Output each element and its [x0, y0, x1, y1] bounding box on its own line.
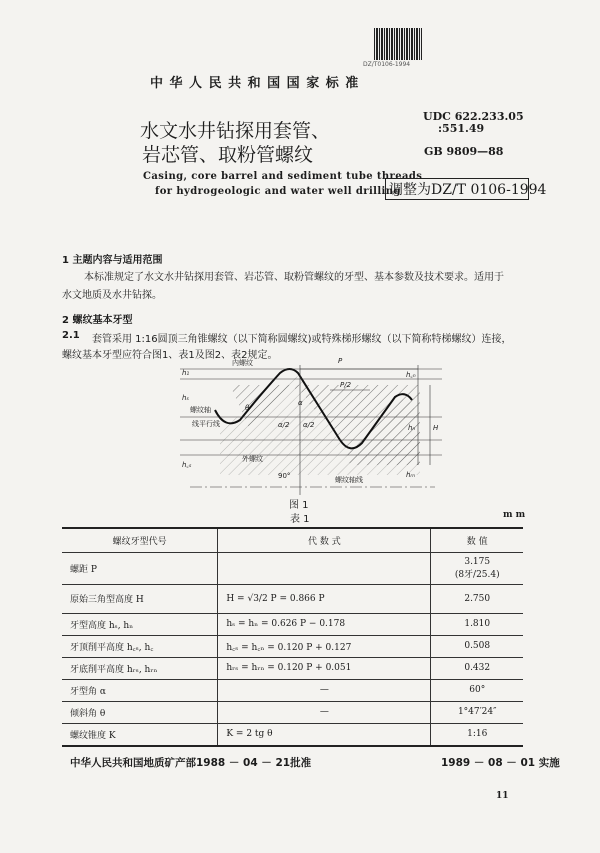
table-row	[62, 613, 523, 635]
title-line-1: 水文水井钻探用套管、	[140, 120, 331, 142]
label-axis-parallel-1: 螺纹轴	[190, 406, 211, 414]
label-hrn: hᵣₙ	[406, 471, 416, 479]
row-name: 牙顶削平高度 h꜀ₛ, h꜀	[62, 635, 218, 657]
label-axis-parallel-2: 线平行线	[192, 420, 220, 428]
section-2-heading: 2 螺纹基本牙型	[62, 315, 133, 326]
section-1-para-cont: 水文地质及水井钻探。	[62, 290, 162, 301]
table-caption: 表 1	[290, 514, 310, 525]
thread-profile-figure	[180, 355, 442, 505]
row-formula: h꜀ₛ = h꜀ₙ = 0.120 P + 0.127	[218, 635, 431, 657]
barcode	[374, 28, 422, 60]
row-name: 螺纹锥度 K	[62, 723, 218, 746]
table-row	[62, 552, 523, 584]
row-formula: H = √3/2 P = 0.866 P	[218, 584, 431, 613]
row-formula: —	[218, 701, 431, 723]
row-value-note: (8牙/25.4)	[454, 569, 500, 580]
table-row	[62, 679, 523, 701]
row-name: 牙型高度 hₛ, hₙ	[62, 613, 218, 635]
label-thread-axis: 螺纹轴线	[335, 476, 363, 484]
label-theta: θ	[245, 404, 250, 412]
row-value: 1:16	[431, 723, 523, 746]
effective-date: 1989 － 08 － 01 实施	[441, 757, 560, 769]
label-h1: h₁	[182, 369, 190, 377]
udc-code-2: :551.49	[438, 122, 485, 135]
row-value	[431, 552, 523, 584]
row-formula: K = 2 tg θ	[218, 723, 431, 746]
label-half-pitch: P/2	[340, 381, 352, 389]
gb-code: GB 9809—88	[424, 145, 504, 158]
section-2-1-para: 套管采用 1:16圆顶三角锥螺纹（以下简称圆螺纹)或特殊梯形螺纹（以下简称特梯螺纹）连接，	[92, 334, 512, 345]
section-1-heading: 1 主题内容与适用范围	[62, 255, 163, 266]
row-formula: hₛ = hₙ = 0.626 P − 0.178	[218, 613, 431, 635]
section-2-1-number: 2.1	[62, 330, 80, 341]
barcode-code: DZ/T0106-1994	[363, 61, 411, 68]
label-inner-thread: 内螺纹	[232, 359, 253, 367]
page-number: 11	[496, 791, 509, 801]
column-header-code: 螺纹牙型代号	[112, 536, 167, 547]
table-row	[62, 657, 523, 679]
label-alpha-half-left: α/2	[278, 421, 290, 429]
row-name: 牙型角 α	[62, 679, 218, 701]
label-H: H	[433, 424, 439, 432]
row-value: 60°	[431, 679, 523, 701]
row-value: 1°47′24″	[431, 701, 523, 723]
label-hn: hₙ	[408, 424, 416, 432]
label-hcs: h꜀ₛ	[182, 461, 192, 469]
thread-parameters-table	[62, 527, 523, 747]
row-value: 1.810	[431, 613, 523, 635]
table-row	[62, 635, 523, 657]
table-row	[62, 584, 523, 613]
table-row	[62, 701, 523, 723]
section-2-1-para-cont: 螺纹基本牙型应符合图1、表1及图2、表2规定。	[62, 350, 278, 361]
label-alpha: α	[298, 399, 303, 407]
label-hcn: h꜀ₙ	[406, 371, 416, 379]
column-header-formula: 代 数 式	[218, 528, 431, 552]
row-name: 螺距 P	[62, 552, 218, 584]
table-row	[62, 723, 523, 746]
row-value: 2.750	[431, 584, 523, 613]
title-english-2: for hydrogeologic and water well drilling	[155, 186, 401, 197]
row-formula: —	[218, 679, 431, 701]
label-pitch: P	[338, 357, 343, 365]
table-header-row	[62, 528, 523, 552]
row-value-main: 3.175	[464, 556, 491, 567]
section-1-para: 本标准规定了水文水井钻探用套管、岩芯管、取粉管螺纹的牙型、基本参数及技术要求。适用于	[84, 272, 504, 283]
adjustment-stamp: 调整为DZ/T 0106-1994	[385, 178, 529, 200]
udc-code: UDC 622.233.05	[423, 110, 524, 123]
label-90-degrees: 90°	[278, 472, 291, 480]
label-outer-thread: 外螺纹	[242, 455, 263, 463]
row-value: 0.432	[431, 657, 523, 679]
row-name: 原始三角型高度 H	[62, 584, 218, 613]
row-formula: hᵣₛ = hᵣₙ = 0.120 P + 0.051	[218, 657, 431, 679]
figure-caption: 图 1	[289, 500, 309, 511]
standard-org: 中 华 人 民 共 和 国 国 家 标 准	[150, 76, 360, 91]
table-unit: m m	[503, 510, 526, 520]
label-hs: hₛ	[182, 394, 190, 402]
column-header-value: 数 值	[466, 536, 488, 547]
row-value: 0.508	[431, 635, 523, 657]
row-name: 倾斜角 θ	[62, 701, 218, 723]
label-alpha-half-right: α/2	[303, 421, 315, 429]
row-formula	[218, 552, 431, 584]
row-name: 牙底削平高度 hᵣₛ, hᵣₙ	[62, 657, 218, 679]
title-line-2: 岩芯管、取粉管螺纹	[142, 144, 314, 166]
approval-note: 中华人民共和国地质矿产部1988 － 04 － 21批准	[70, 757, 312, 769]
title-english-1: Casing, core barrel and sediment tube threads	[143, 171, 423, 182]
